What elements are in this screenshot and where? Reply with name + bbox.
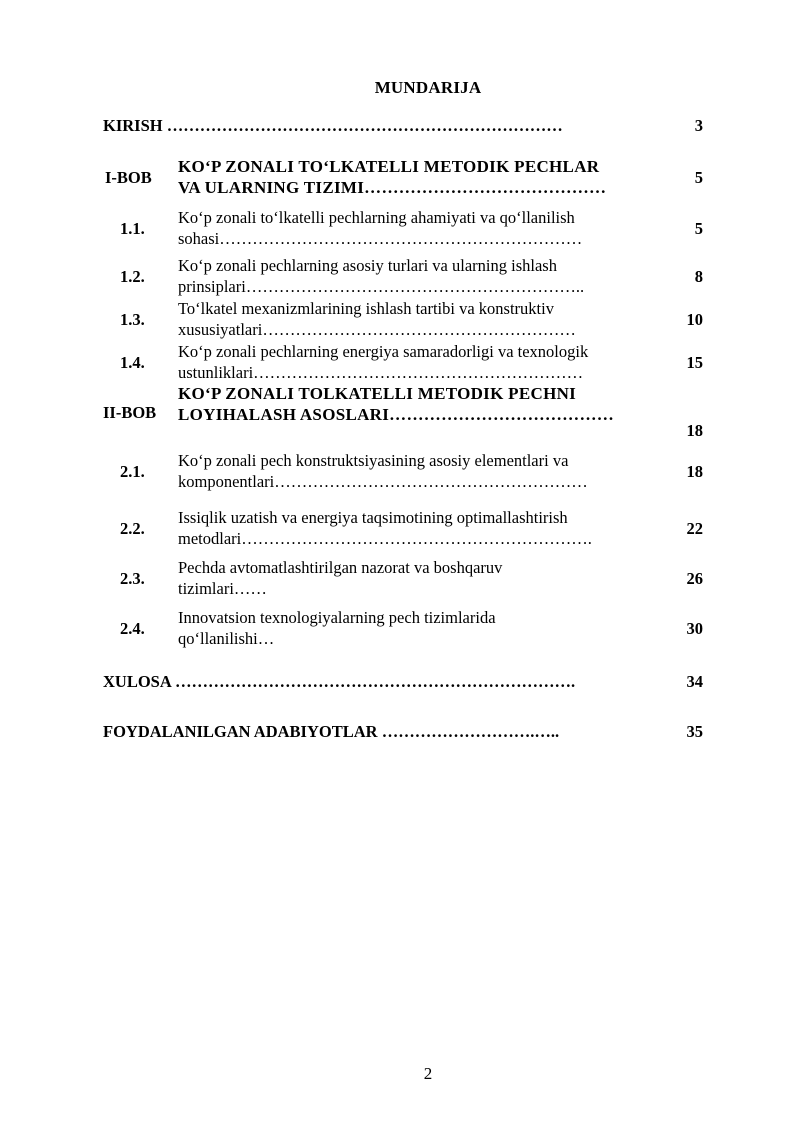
section-title-line: ustunliklari…………………………………………………… (178, 363, 584, 382)
toc-page-number: 18 (686, 462, 703, 481)
section-title (178, 507, 653, 549)
toc-section (103, 607, 703, 651)
toc-page-number: 35 (686, 722, 703, 741)
section-title (178, 341, 653, 383)
toc-section (103, 557, 703, 601)
section-title-line: metodlari………………………………………………………. (178, 529, 592, 548)
chapter-code: II-BOB (103, 403, 157, 422)
toc-entry-intro (103, 116, 703, 138)
section-title-line: sohasi………………………………………………………… (178, 229, 583, 248)
toc-page-number: 34 (686, 672, 703, 691)
section-title (178, 450, 653, 492)
chapter-code: I-BOB (105, 168, 152, 187)
section-code: 2.1. (120, 462, 145, 481)
toc-chapter-1 (103, 156, 703, 200)
section-code: 1.2. (120, 267, 145, 286)
toc-section (103, 341, 703, 385)
toc-page-number: 10 (686, 310, 703, 329)
section-code: 1.4. (120, 353, 145, 372)
toc-entry-label: XULOSA ………………………………………………………………. (103, 672, 576, 691)
section-code: 2.4. (120, 619, 145, 638)
toc-page-number: 22 (686, 519, 703, 538)
toc-page-number: 18 (686, 421, 703, 440)
section-title-line: tizimlari…… (178, 579, 267, 598)
section-title-line: Ko‘p zonali pechlarning energiya samaradorligi va texnologik (178, 342, 589, 361)
chapter-title (178, 156, 653, 198)
section-title-line: komponentlari………………………………………………… (178, 472, 588, 491)
section-title-line: qo‘llanilishi… (178, 629, 275, 648)
section-title-line: Ko‘p zonali pech konstruktsiyasining asosiy elementlari va (178, 451, 569, 470)
toc-page-number: 26 (686, 569, 703, 588)
toc-chapter-2 (103, 383, 703, 443)
toc-page-number: 5 (694, 219, 703, 238)
chapter-title-line: KO‘P ZONALI TO‘LKATELLI METODIK PECHLAR (178, 157, 600, 176)
toc-page-number: 5 (694, 168, 703, 187)
chapter-title-line: VA ULARNING TIZIMI…………………………………… (178, 178, 607, 197)
toc-page-number: 30 (686, 619, 703, 638)
section-title (178, 607, 653, 649)
section-code: 2.2. (120, 519, 145, 538)
section-title (178, 557, 653, 599)
section-code: 1.3. (120, 310, 145, 329)
section-title-line: To‘lkatel mexanizmlarining ishlash tartibi va konstruktiv (178, 299, 554, 318)
chapter-title-line: KO‘P ZONALI TOLKATELLI METODIK PECHNI (178, 384, 577, 403)
toc-page-number: 8 (694, 267, 703, 286)
chapter-title (178, 383, 653, 425)
section-code: 1.1. (120, 219, 145, 238)
section-title-line: Innovatsion texnologiyalarning pech tizimlarida (178, 608, 496, 627)
toc-entry-conclusion (103, 672, 703, 694)
toc-section (103, 507, 703, 551)
page-title: MUNDARIJA (374, 78, 482, 97)
section-title (178, 207, 653, 249)
toc-section (103, 298, 703, 342)
section-title-line: prinsiplari…………………………………………………….. (178, 277, 585, 296)
section-title-line: Ko‘p zonali to‘lkatelli pechlarning ahamiyati va qo‘llanilish (178, 208, 575, 227)
page-number: 2 (423, 1064, 433, 1083)
section-title-line: xususiyatlari………………………………………………… (178, 320, 576, 339)
section-title (178, 298, 653, 340)
toc-section (103, 450, 703, 494)
chapter-title-line: LOYIHALASH ASOSLARI………………………………… (178, 405, 615, 424)
toc-section (103, 255, 703, 299)
toc-entry-label: FOYDALANILGAN ADABIYOTLAR ……………………….….. (103, 722, 560, 741)
section-title-line: Issiqlik uzatish va energiya taqsimotining optimallashtirish (178, 508, 568, 527)
toc-section (103, 207, 703, 251)
section-title (178, 255, 653, 297)
toc-page-number: 15 (686, 353, 703, 372)
section-title-line: Pechda avtomatlashtirilgan nazorat va boshqaruv (178, 558, 503, 577)
toc-entry-references (103, 722, 703, 744)
toc-entry-label: KIRISH ……………………………………………………………… (103, 116, 563, 135)
section-code: 2.3. (120, 569, 145, 588)
section-title-line: Ko‘p zonali pechlarning asosiy turlari va ularning ishlash (178, 256, 557, 275)
toc-page-number: 3 (694, 116, 703, 135)
